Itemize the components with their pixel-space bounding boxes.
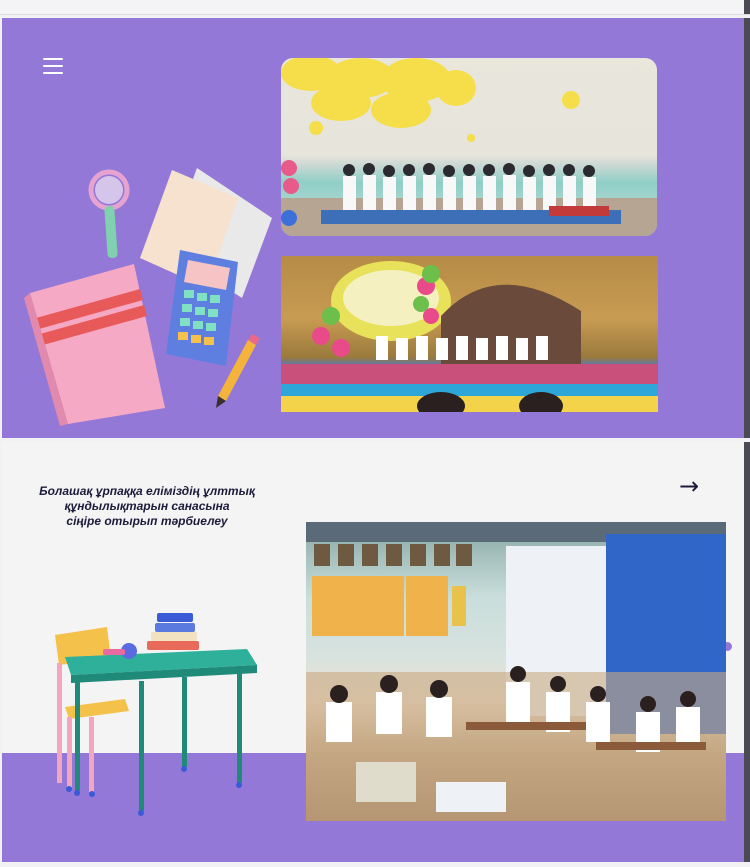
classroom-image xyxy=(306,522,726,821)
photo-slide xyxy=(2,18,745,438)
next-arrow-icon[interactable]: → xyxy=(679,472,700,500)
staff-group-photo xyxy=(281,58,657,236)
school-desk-illustration xyxy=(47,607,267,817)
slide-title xyxy=(32,484,262,529)
magnifier-icon xyxy=(91,172,127,258)
scrollbar-edge xyxy=(744,442,750,862)
stage-performance-image xyxy=(281,256,658,412)
hamburger-menu-icon[interactable] xyxy=(43,58,63,76)
previous-slide-edge xyxy=(0,0,750,15)
education-slide xyxy=(2,442,745,862)
slide-title-line-1: Болашақ ұрпаққа еліміздің ұлттық xyxy=(39,484,255,498)
classroom-photo xyxy=(306,522,726,821)
stage-performance-photo xyxy=(281,256,658,412)
slide-title-line-3: сіңіре отырып тәрбиелеу xyxy=(66,514,228,528)
notebook-icon xyxy=(24,264,165,426)
slide-title-line-2: құндылықтарын санасына xyxy=(64,499,230,513)
scrollbar-edge xyxy=(744,18,750,438)
scrollbar-edge xyxy=(744,0,750,14)
stationery-illustration xyxy=(2,158,282,438)
balloons-and-staff-image xyxy=(281,58,657,236)
